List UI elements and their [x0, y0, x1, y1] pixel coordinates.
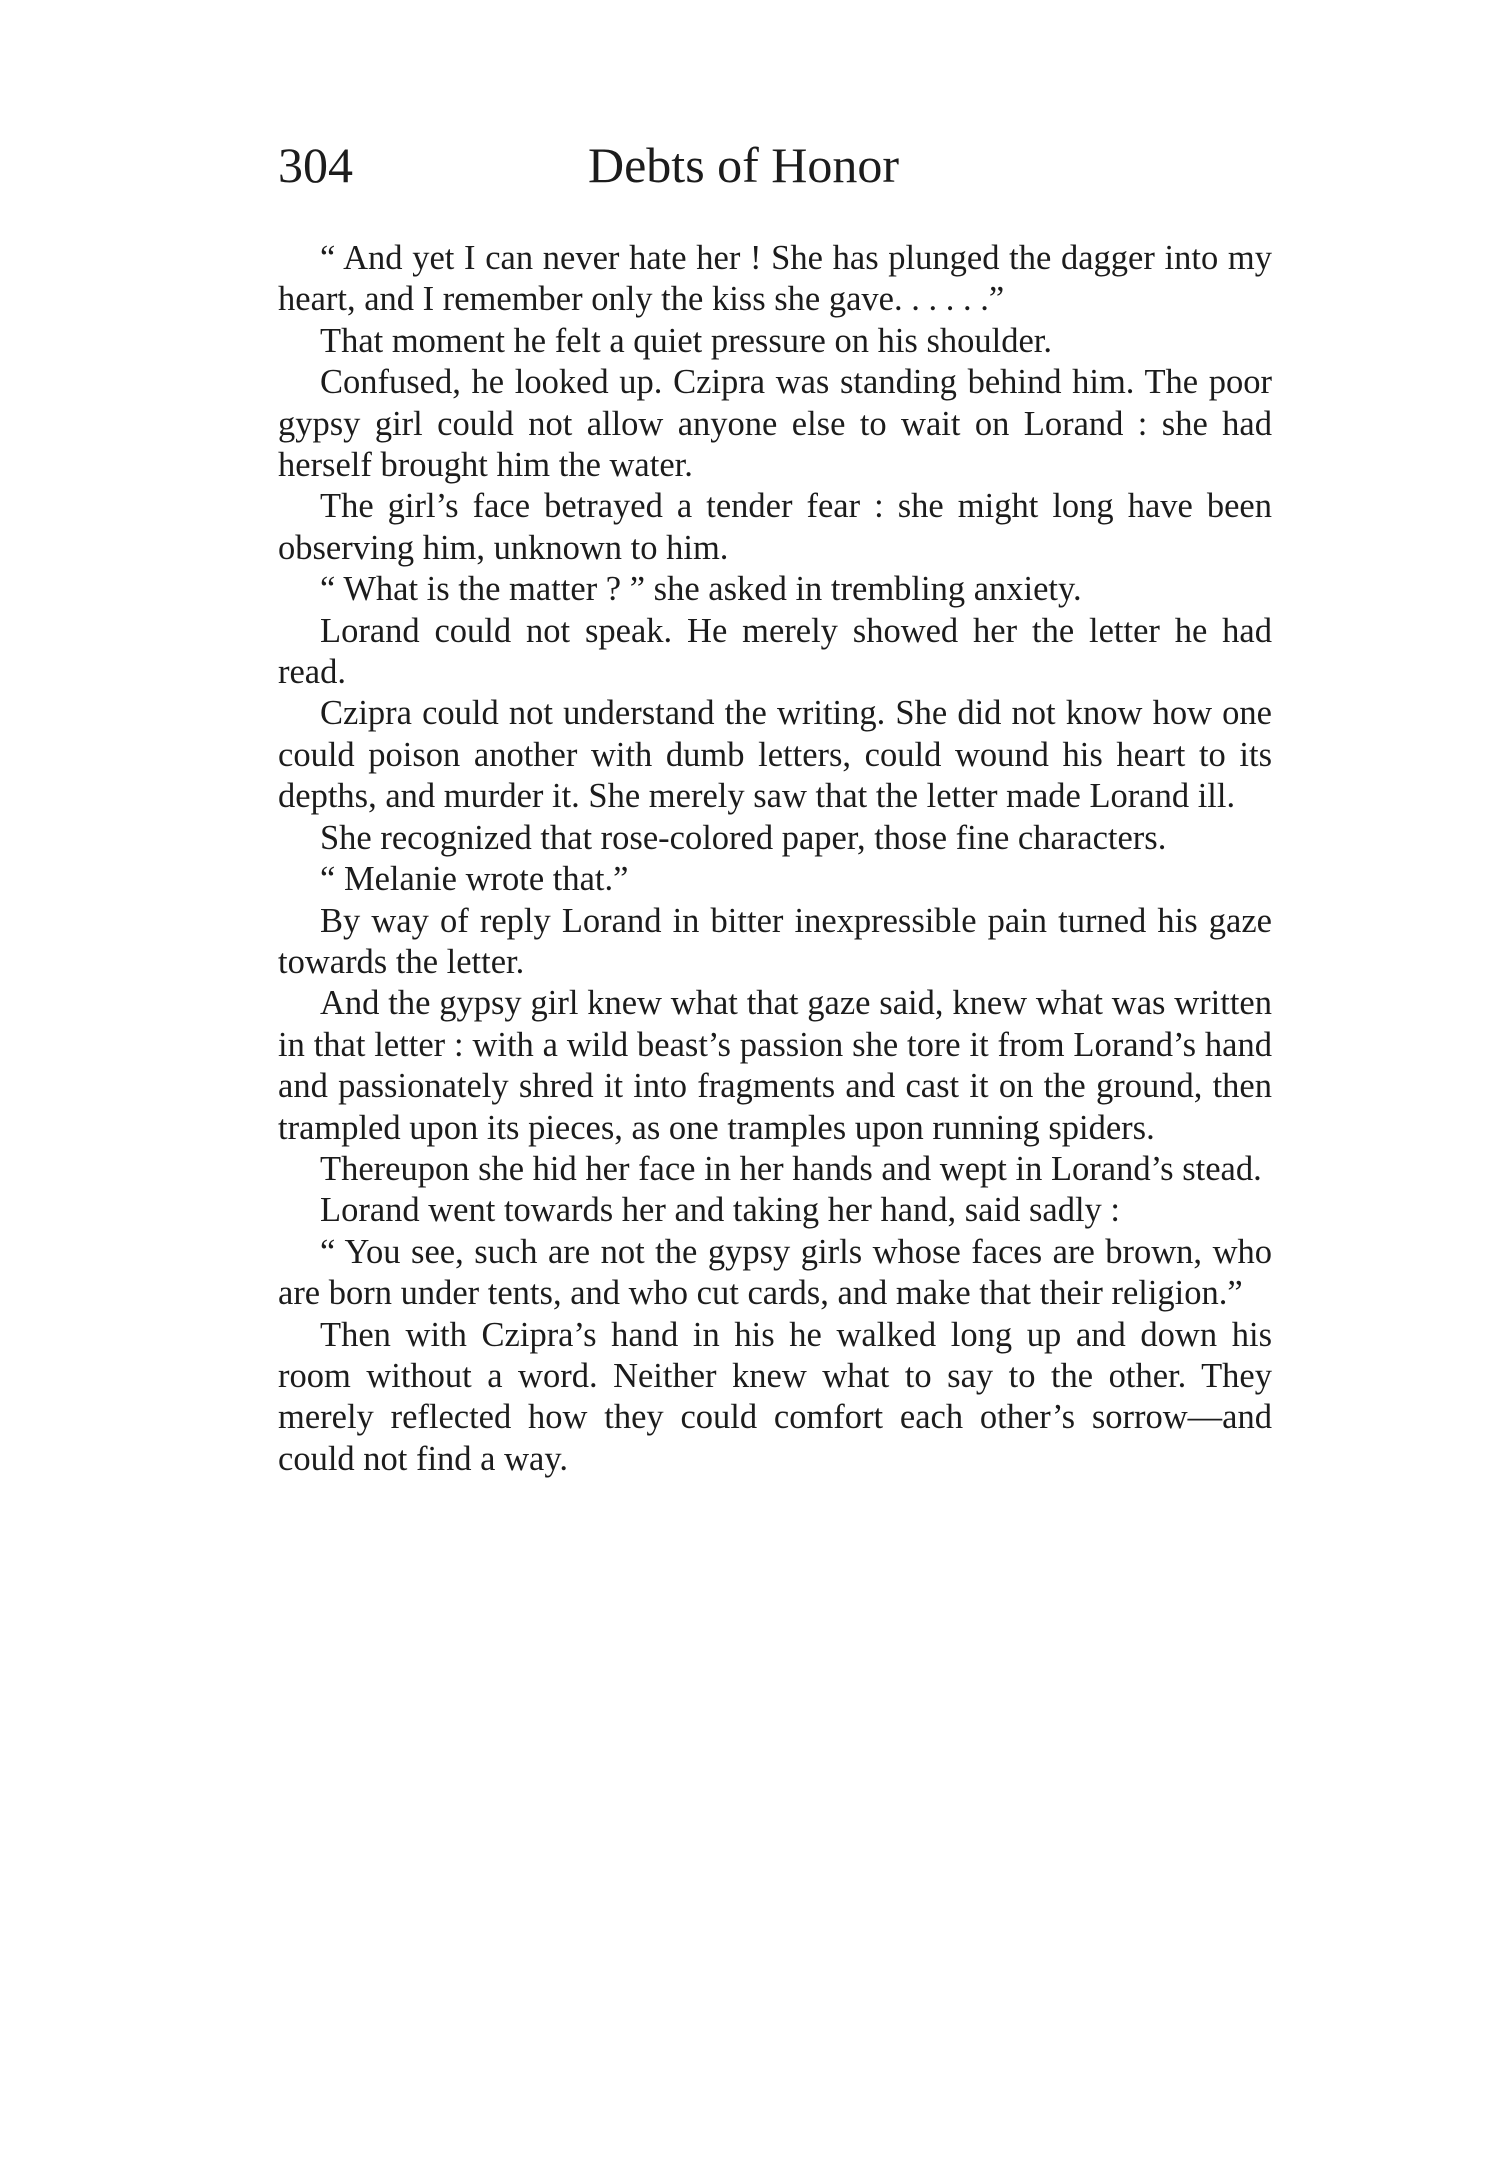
paragraph: Czipra could not understand the writing. She did not know how one could poison another with dumb letters, could wound his heart to its depths, and murder it. She merely saw that the letter made Lorand ill. [278, 694, 1272, 816]
paragraph: “ Melanie wrote that.” [320, 860, 629, 899]
paragraph: “ And yet I can never hate her ! She has plunged the dagger into my heart, and I remember only the kiss she gave. . . . . .” [278, 239, 1272, 319]
paragraph: That moment he felt a quiet pressure on his shoulder. [320, 321, 1052, 360]
paragraph: “ What is the matter ? ” she asked in trembling anxiety. [320, 570, 1082, 609]
paragraph: “ You see, such are not the gypsy girls whose faces are brown, who are born under tents, and who cut cards, and make that their religion.” [278, 1232, 1272, 1313]
paragraph: She recognized that rose-colored paper, those fine characters. [320, 818, 1167, 857]
paragraph: Confused, he looked up. Czipra was standing behind him. The poor gypsy girl could not allow anyone else to wait on Lorand : she had herself brought him the water. [278, 363, 1272, 485]
body-text [278, 238, 1272, 1480]
paragraph: Lorand went towards her and taking her hand, said sadly : [320, 1191, 1120, 1230]
running-title: Debts of Honor [588, 137, 900, 193]
paragraph: And the gypsy girl knew what that gaze said, knew what was written in that letter : with a wild beast’s passion she tore it from Lorand’s hand and passionately shred it into fragments and cast it on the ground, then trampled upon its pieces, as one tramples upon running spiders. [278, 984, 1272, 1147]
page-header [278, 135, 1270, 205]
paragraph: Lorand could not speak. He merely showed her the letter he had read. [278, 611, 1272, 692]
paragraph: Thereupon she hid her face in her hands and wept in Lorand’s stead. [320, 1149, 1262, 1188]
paragraph: The girl’s face betrayed a tender fear : she might long have been observing him, unknown to him. [278, 487, 1272, 567]
paragraph: Then with Czipra’s hand in his he walked long up and down his room without a word. Neither knew what to say to the other. They merely reflected how they could comfort each other’s sorrow—and could not find a way. [278, 1315, 1272, 1478]
page-number: 304 [278, 137, 353, 193]
paragraph: By way of reply Lorand in bitter inexpressible pain turned his gaze towards the letter. [278, 901, 1272, 981]
